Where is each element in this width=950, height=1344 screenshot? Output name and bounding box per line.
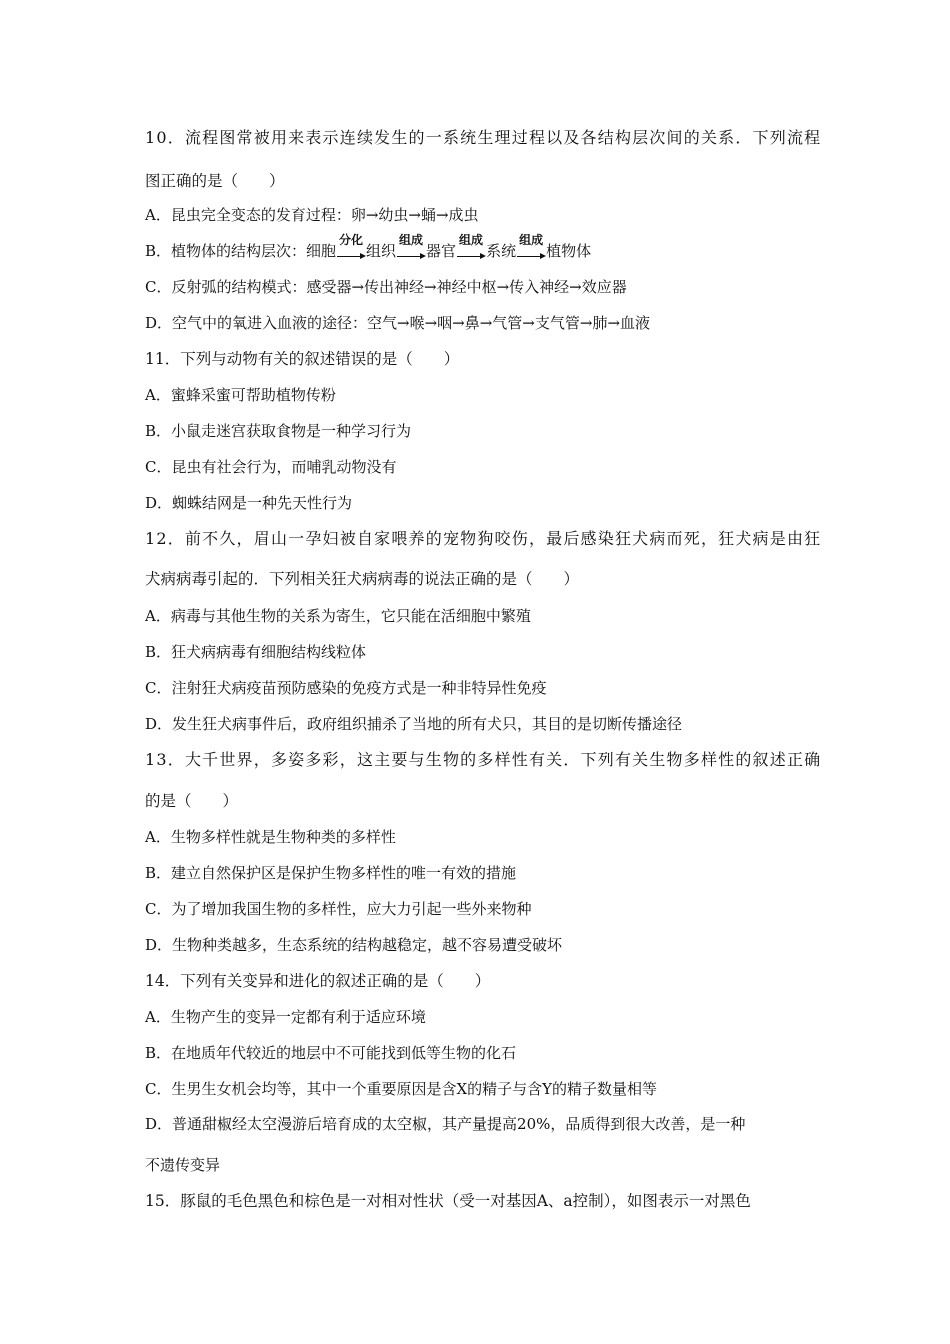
question-13-stem-line-2: 的是（ ） — [145, 792, 239, 810]
arrow-head-icon — [360, 253, 366, 259]
flow-arrow — [336, 233, 366, 262]
question-11-option-b: B．小鼠走迷宫获取食物是一种学习行为 — [145, 422, 412, 440]
arrow-head-icon — [540, 253, 546, 259]
question-10-option-b — [145, 233, 825, 262]
question-15-stem-line-1: 15．豚鼠的毛色黑色和棕色是一对相对性状（受一对基因A、a控制），如图表示一对黑色 — [145, 1192, 751, 1210]
arrow-label-text: 组成 — [459, 233, 484, 247]
flow-step-text: 植物体 — [546, 242, 592, 260]
question-14-option-a: A．生物产生的变异一定都有利于适应环境 — [145, 1008, 426, 1026]
flow-arrow — [396, 233, 426, 262]
question-10-option-a: A．昆虫完全变态的发育过程：卵→幼虫→蛹→成虫 — [145, 206, 479, 224]
question-13-stem-line-1: 13．大千世界，多姿多彩，这主要与生物的多样性有关．下列有关生物多样性的叙述正确 — [145, 750, 822, 769]
arrow-head-icon — [420, 253, 426, 259]
option-b-prefix: B．植物体的结构层次：细胞 — [145, 242, 337, 260]
question-11-option-d: D．蜘蛛结网是一种先天性行为 — [145, 494, 353, 512]
question-12-option-d: D．发生狂犬病事件后，政府组织捕杀了当地的所有犬只，其目的是切断传播途径 — [145, 715, 683, 733]
arrow-shaft — [397, 256, 422, 257]
question-12-stem-line-2: 犬病病毒引起的．下列相关狂犬病病毒的说法正确的是（ ） — [145, 570, 580, 588]
arrow-head-icon — [480, 253, 486, 259]
question-10-option-d: D．空气中的氧进入血液的途径：空气→喉→咽→鼻→气管→支气管→肺→血液 — [145, 314, 651, 332]
flow-arrow — [516, 233, 546, 262]
question-10-stem-line-2: 图正确的是（ ） — [145, 172, 285, 190]
flow-step-text: 器官 — [426, 242, 457, 260]
question-13-option-d: D．生物种类越多，生态系统的结构越稳定，越不容易遭受破坏 — [145, 936, 563, 954]
question-14-option-d-continued: 不遗传变异 — [145, 1156, 221, 1174]
question-14-option-d: D．普通甜椒经太空漫游后培育成的太空椒，其产量提高20%，品质得到很大改善，是一种 — [145, 1115, 746, 1133]
question-10-option-c: C．反射弧的结构模式：感受器→传出神经→神经中枢→传入神经→效应器 — [145, 278, 627, 296]
question-11-option-c: C．昆虫有社会行为，而哺乳动物没有 — [145, 458, 397, 476]
arrow-shaft — [457, 256, 482, 257]
arrow-label-text: 组成 — [399, 233, 424, 247]
question-13-option-b: B．建立自然保护区是保护生物多样性的唯一有效的措施 — [145, 864, 517, 882]
question-12-option-a: A．病毒与其他生物的关系为寄生，它只能在活细胞中繁殖 — [145, 607, 531, 625]
question-13-option-c: C．为了增加我国生物的多样性，应大力引起一些外来物种 — [145, 900, 532, 918]
arrow-label-text: 组成 — [519, 233, 544, 247]
question-10-stem-line-1: 10．流程图常被用来表示连续发生的一系统生理过程以及各结构层次间的关系．下列流程 — [145, 128, 822, 147]
flow-step-text: 组织 — [366, 242, 397, 260]
question-14-option-c: C．生男生女机会均等，其中一个重要原因是含X的精子与含Y的精子数量相等 — [145, 1080, 658, 1098]
question-11-option-a: A．蜜蜂采蜜可帮助植物传粉 — [145, 386, 336, 404]
question-14-stem-line-1: 14．下列有关变异和进化的叙述正确的是（ ） — [145, 972, 491, 990]
arrow-shaft — [337, 256, 362, 257]
arrow-label-text: 分化 — [339, 233, 364, 247]
flow-arrow — [456, 233, 486, 262]
question-14-option-b: B．在地质年代较近的地层中不可能找到低等生物的化石 — [145, 1044, 517, 1062]
question-12-stem-line-1: 12．前不久，眉山一孕妇被自家喂养的宠物狗咬伤，最后感染狂犬病而死，狂犬病是由狂 — [145, 529, 822, 548]
flow-step-text: 系统 — [486, 242, 517, 260]
question-12-option-c: C．注射狂犬病疫苗预防感染的免疫方式是一种非特异性免疫 — [145, 679, 547, 697]
arrow-shaft — [517, 256, 542, 257]
question-11-stem-line-1: 11．下列与动物有关的叙述错误的是（ ） — [145, 350, 460, 368]
question-12-option-b: B．狂犬病病毒有细胞结构线粒体 — [145, 643, 367, 661]
question-13-option-a: A．生物多样性就是生物种类的多样性 — [145, 828, 396, 846]
